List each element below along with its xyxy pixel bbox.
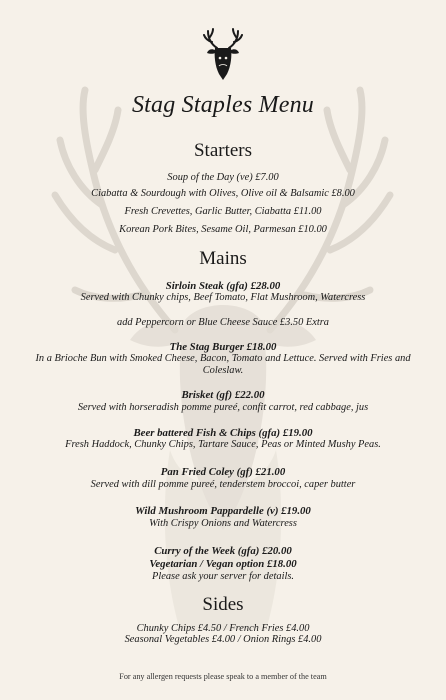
starter-item: Soup of the Day (ve) £7.00 [167,172,279,183]
starter-item: Korean Pork Bites, Sesame Oil, Parmesan £10.00 [119,224,327,235]
main-item-name: Sirloin Steak (gfa) £28.00 [165,280,281,292]
main-item-vegan-option: Vegetarian / Vegan option £18.00 [149,558,297,570]
main-item-desc: Served with horseradish pomme pureé, confit carrot, red cabbage, jus [77,402,369,413]
side-item: Chunky Chips £4.50 / French Fries £4.00 [136,623,310,634]
allergen-note: For any allergen requests please speak to a member of the team [119,672,327,681]
main-item-desc: Served with Chunky chips, Beef Tomato, Flat Mushroom, Watercress [80,292,366,303]
menu-title: Stag Staples Menu [131,92,315,118]
starter-item: Fresh Crevettes, Garlic Butter, Ciabatta £11.00 [124,206,322,217]
main-item-desc: With Crispy Onions and Watercress [149,518,297,529]
main-item-name: Beer battered Fish & Chips (gfa) £19.00 [133,427,313,439]
stag-head-icon [203,26,243,82]
starter-item: Ciabatta & Sourdough with Olives, Olive oil & Balsamic £8.00 [91,188,355,199]
main-item-name: Curry of the Week (gfa) £20.00 [154,545,292,557]
mains-heading: Mains [199,248,247,269]
main-item-name: Pan Fried Coley (gf) £21.00 [160,466,286,478]
main-item-desc: In a Brioche Bun with Smoked Cheese, Bacon, Tomato and Lettuce. Served with Fries and Coleslaw. [35,353,411,376]
sides-heading: Sides [202,594,244,615]
main-item-desc: Please ask your server for details. [152,571,294,582]
main-item-name: The Stag Burger £18.00 [169,341,277,353]
main-item-extra: add Peppercorn or Blue Cheese Sauce £3.50 Extra [117,317,329,328]
main-item-name: Wild Mushroom Pappardelle (v) £19.00 [135,505,311,517]
main-item-name: Brisket (gf) £22.00 [181,389,265,401]
side-item: Seasonal Vegetables £4.00 / Onion Rings £4.00 [124,634,322,645]
starters-heading: Starters [193,140,253,161]
main-item-desc: Served with dill pomme pureé, tenderstem broccoi, caper butter [90,479,356,490]
main-item-desc: Fresh Haddock, Chunky Chips, Tartare Sauce, Peas or Minted Mushy Peas. [65,439,381,450]
